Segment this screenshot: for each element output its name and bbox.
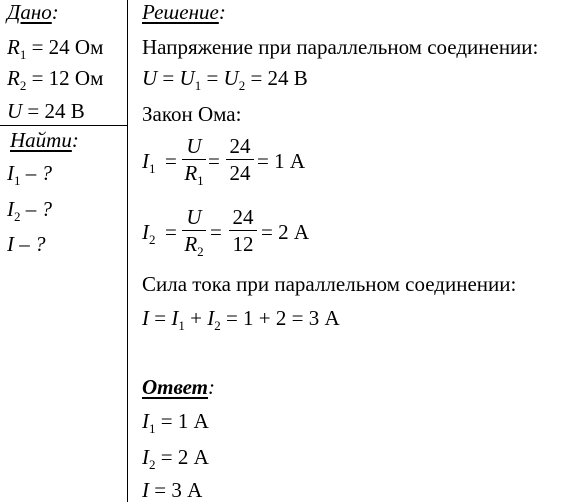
i1-fraction-symbolic: U $R_1$ [182, 135, 206, 184]
i1-lhs: $I_1$ [142, 149, 156, 176]
i1-result: = 1 А [257, 149, 306, 173]
find-item: I – ? [7, 232, 46, 256]
i1-fraction-numeric: 24 24 [226, 135, 254, 184]
i2-result: = 2 А [261, 220, 310, 244]
current-title: Сила тока при параллельном соединении: [142, 272, 517, 296]
given-heading: Дано: [7, 0, 59, 24]
voltage-equation: $U = U_1 = U_2 = 24$ В [142, 66, 308, 93]
current-equation: $I = I_1 + I_2 = 1 + 2 = 3$ А [142, 306, 340, 333]
find-item: $I_1$ – ? [7, 161, 52, 188]
voltage-title: Напряжение при параллельном соединении: [142, 35, 539, 59]
i2-fraction-symbolic: U $R_2$ [182, 206, 206, 255]
answer-heading: Ответ: [142, 375, 216, 399]
answer-i2: $I_2 = 2$ А [142, 445, 209, 472]
answer-i1: $I_1 = 1$ А [142, 409, 209, 436]
find-heading: Найти: [10, 128, 79, 152]
i2-eq-sign: = [210, 220, 222, 244]
i2-eq-sign: = [165, 220, 177, 244]
horizontal-divider [0, 125, 127, 126]
ohm-law-title: Закон Ома: [142, 102, 242, 126]
i2-lhs: $I_2$ [142, 220, 156, 247]
given-r2: $R_2 = 12$ Ом [7, 66, 104, 93]
find-item: $I_2$ – ? [7, 197, 52, 224]
vertical-divider [127, 0, 128, 502]
i1-eq-sign: = [208, 149, 220, 173]
given-u: U = 24 В [7, 99, 85, 123]
solution-heading: Решение: [142, 0, 226, 24]
given-r1: $R_1 = 24$ Ом [7, 35, 104, 62]
answer-i: I = 3 А [142, 478, 203, 502]
i1-eq-sign: = [165, 149, 177, 173]
i2-fraction-numeric: 24 12 [229, 206, 257, 255]
